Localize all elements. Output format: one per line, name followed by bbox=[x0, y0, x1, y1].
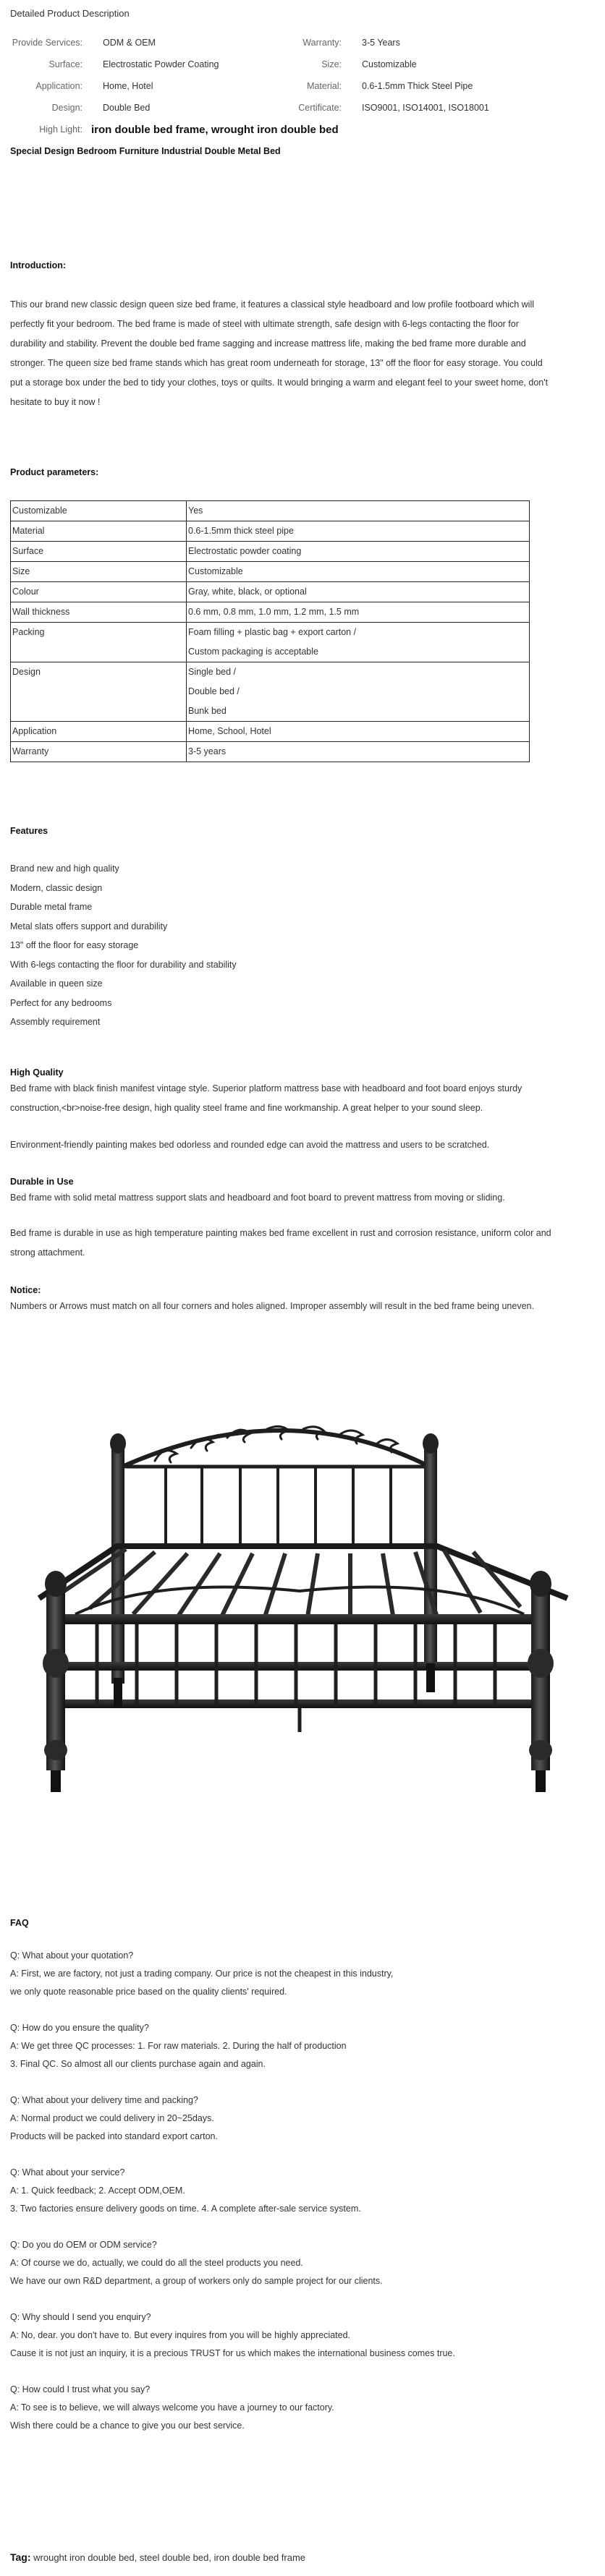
param-value-line: Single bed / bbox=[188, 667, 237, 677]
spec-row bbox=[10, 97, 489, 119]
highlight-link[interactable]: iron double bed frame bbox=[91, 123, 206, 136]
spec-row bbox=[10, 54, 489, 75]
spec-label: Warranty: bbox=[302, 38, 342, 48]
params-table bbox=[10, 500, 530, 762]
faq-item bbox=[10, 2019, 595, 2091]
feature-item: With 6-legs contacting the floor for durability and stability bbox=[10, 959, 237, 970]
params-row bbox=[11, 582, 530, 602]
tag-label: Tag: bbox=[10, 2551, 31, 2563]
param-value-line: 3-5 years bbox=[188, 746, 227, 756]
spec-row bbox=[10, 75, 489, 97]
intro-line: hesitate to buy it now ! bbox=[10, 397, 101, 407]
faq-question: Q: Why should I send you enquiry? bbox=[10, 2312, 151, 2322]
faq-item bbox=[10, 2308, 595, 2381]
section-title: Detailed Product Description bbox=[10, 8, 130, 19]
faq-question: Q: What about your quotation? bbox=[10, 1950, 134, 1961]
tag-link[interactable]: iron double bed frame bbox=[213, 2552, 306, 2563]
intro-line: This our brand new classic design queen size bed frame, it features a classical style headboard and low profile footboard which will bbox=[10, 299, 534, 310]
spec-label: Provide Services: bbox=[12, 38, 82, 48]
feature-item: Brand new and high quality bbox=[10, 863, 119, 874]
param-value-line: Double bed / bbox=[188, 686, 240, 696]
param-value bbox=[187, 562, 530, 582]
params-row bbox=[11, 501, 530, 521]
features-list bbox=[10, 859, 237, 1032]
param-value-line: Custom packaging is acceptable bbox=[188, 647, 318, 657]
faq-question: Q: What about your service? bbox=[10, 2167, 125, 2178]
faq-answer: A: Of course we do, actually, we could do all the steel products you need. bbox=[10, 2258, 303, 2268]
highlight-links bbox=[91, 119, 489, 140]
faq-answer: A: First, we are factory, not just a trading company. Our price is not the cheapest in this industry, bbox=[10, 1969, 394, 1979]
params-row bbox=[11, 742, 530, 762]
tag-link[interactable]: steel double bed bbox=[139, 2552, 209, 2563]
product-title: Special Design Bedroom Furniture Industrial Double Metal Bed bbox=[10, 146, 281, 156]
tag-separator: , bbox=[134, 2552, 138, 2563]
highlight-separator: , bbox=[205, 123, 208, 136]
quality-line: Bed frame with black finish manifest vintage style. Superior platform mattress base with headboard and foot board enjoys sturdy bbox=[10, 1083, 522, 1093]
param-value bbox=[187, 742, 530, 762]
param-name: Packing bbox=[11, 623, 187, 662]
feature-item: Metal slats offers support and durability bbox=[10, 921, 168, 931]
faq-question: Q: How could I trust what you say? bbox=[10, 2384, 151, 2394]
param-name: Application bbox=[11, 722, 187, 742]
highlight-label: High Light: bbox=[39, 124, 82, 135]
faq-answer: Wish there could be a chance to give you our best service. bbox=[10, 2421, 245, 2431]
spec-label: Size: bbox=[321, 59, 342, 69]
faq-heading: FAQ bbox=[10, 1918, 29, 1928]
param-value-line: Bunk bed bbox=[188, 706, 227, 716]
faq-list bbox=[10, 1947, 595, 2439]
product-photo bbox=[10, 1360, 595, 1880]
param-value bbox=[187, 542, 530, 562]
quality-heading: High Quality bbox=[10, 1067, 64, 1078]
faq-answer: A: 1. Quick feedback; 2. Accept ODM,OEM. bbox=[10, 2185, 185, 2196]
param-value-line: Electrostatic powder coating bbox=[188, 546, 302, 556]
notice-line: Numbers or Arrows must match on all four corners and holes aligned. Improper assembly will result in the bed frame being uneven. bbox=[10, 1301, 534, 1311]
spec-value: Double Bed bbox=[103, 103, 151, 113]
spec-value: ODM & OEM bbox=[103, 38, 156, 48]
faq-answer: 3. Final QC. So almost all our clients purchase again and again. bbox=[10, 2059, 266, 2069]
param-name: Colour bbox=[11, 582, 187, 602]
feature-item: Durable metal frame bbox=[10, 902, 93, 912]
faq-item bbox=[10, 2236, 595, 2308]
param-name: Design bbox=[11, 662, 187, 722]
durable-line: Bed frame with solid metal mattress support slats and headboard and foot board to prevent mattress from moving or sliding. bbox=[10, 1193, 505, 1203]
param-value bbox=[187, 722, 530, 742]
spec-row bbox=[10, 32, 489, 54]
faq-question: Q: How do you ensure the quality? bbox=[10, 2023, 149, 2033]
intro-line: stronger. The queen size bed frame stands which has great room underneath for storage, 13" off the floor for easy storage. You could bbox=[10, 358, 543, 368]
quality-line: construction,<br>noise-free design, high quality steel frame and fine workmanship. A great helper to your sound sleep. bbox=[10, 1103, 483, 1113]
param-value-line: 0.6-1.5mm thick steel pipe bbox=[188, 526, 294, 536]
params-row bbox=[11, 623, 530, 662]
param-value bbox=[187, 501, 530, 521]
faq-answer: A: Normal product we could delivery in 20~25days. bbox=[10, 2113, 214, 2123]
faq-answer: We have our own R&D department, a group of workers only do sample project for our clients. bbox=[10, 2276, 383, 2286]
intro-heading: Introduction: bbox=[10, 260, 67, 270]
spec-value: 3-5 Years bbox=[362, 38, 400, 48]
intro-line: durability and stability. Prevent the double bed frame sagging and increase mattress life, making the bed frame more durable and bbox=[10, 338, 526, 349]
feature-item: Available in queen size bbox=[10, 978, 103, 989]
param-value-line: 0.6 mm, 0.8 mm, 1.0 mm, 1.2 mm, 1.5 mm bbox=[188, 607, 360, 617]
param-value-line: Home, School, Hotel bbox=[188, 726, 271, 736]
faq-item bbox=[10, 2091, 595, 2164]
intro-paragraph bbox=[10, 295, 595, 412]
durable-paragraph-line: strong attachment. bbox=[10, 1248, 85, 1258]
product-description bbox=[10, 0, 595, 2563]
durable-paragraph bbox=[10, 1224, 595, 1263]
faq-item bbox=[10, 2164, 595, 2236]
feature-item: 13" off the floor for easy storage bbox=[10, 940, 139, 950]
faq-answer: Products will be packed into standard export carton. bbox=[10, 2131, 218, 2141]
param-value-line: Gray, white, black, or optional bbox=[188, 587, 307, 597]
feature-item: Modern, classic design bbox=[10, 882, 103, 893]
feature-item: Perfect for any bedrooms bbox=[10, 997, 112, 1008]
quality-paragraph bbox=[10, 1079, 595, 1118]
spec-value: Electrostatic Powder Coating bbox=[103, 59, 219, 69]
spec-value: 0.6-1.5mm Thick Steel Pipe bbox=[362, 81, 473, 91]
faq-question: Q: What about your delivery time and packing? bbox=[10, 2095, 198, 2105]
faq-answer: A: No, dear. you don't have to. But every inquires from you will be highly appreciated. bbox=[10, 2330, 351, 2340]
tag-link[interactable]: wrought iron double bed bbox=[33, 2552, 135, 2563]
spec-label: Material: bbox=[307, 81, 342, 91]
param-value-line: Yes bbox=[188, 506, 203, 516]
param-name: Customizable bbox=[11, 501, 187, 521]
param-name: Surface bbox=[11, 542, 187, 562]
spec-table bbox=[10, 32, 489, 140]
spec-value: ISO9001, ISO14001, ISO18001 bbox=[362, 103, 489, 113]
highlight-link[interactable]: wrought iron double bed bbox=[211, 123, 339, 136]
durable-paragraph-line: Bed frame is durable in use as high temperature painting makes bed frame excellent in rust and corrosion resistance, uniform color and bbox=[10, 1228, 551, 1238]
notice-heading: Notice: bbox=[10, 1285, 41, 1295]
quality-paragraph-2: Environment-friendly painting makes bed odorless and rounded edge can avoid the mattress and users to be scratched. bbox=[10, 1140, 490, 1150]
faq-answer: Cause it is not just an inquiry, it is a precious TRUST for us which makes the international business comes true. bbox=[10, 2348, 455, 2358]
spec-value: Customizable bbox=[362, 59, 417, 69]
faq-item bbox=[10, 2381, 595, 2439]
spec-label: Design: bbox=[51, 103, 82, 113]
faq-answer: 3. Two factories ensure delivery goods on time. 4. A complete after-sale service system. bbox=[10, 2204, 361, 2214]
params-row bbox=[11, 521, 530, 542]
faq-answer: A: To see is to believe, we will always welcome you have a journey to our factory. bbox=[10, 2402, 334, 2413]
param-name: Material bbox=[11, 521, 187, 542]
param-name: Wall thickness bbox=[11, 602, 187, 623]
param-value bbox=[187, 521, 530, 542]
tag-separator: , bbox=[208, 2552, 211, 2563]
param-value bbox=[187, 623, 530, 662]
faq-answer: we only quote reasonable price based on the quality clients' required. bbox=[10, 1987, 287, 1997]
intro-line: perfectly fit your bedroom. The bed frame is made of steel with ultimate strength, safe design with 6-legs contacting the floor for bbox=[10, 319, 519, 329]
params-row bbox=[11, 542, 530, 562]
intro-line: put a storage box under the bed to tidy your clothes, toys or quilts. It would bringing a warm and elegant feel to your sweet home, don't bbox=[10, 378, 549, 388]
params-row bbox=[11, 602, 530, 623]
faq-question: Q: Do you do OEM or ODM service? bbox=[10, 2240, 157, 2250]
param-value bbox=[187, 602, 530, 623]
param-name: Warranty bbox=[11, 742, 187, 762]
spec-value: Home, Hotel bbox=[103, 81, 153, 91]
features-heading: Features bbox=[10, 826, 48, 836]
tag-line bbox=[10, 2551, 305, 2563]
durable-heading: Durable in Use bbox=[10, 1177, 74, 1187]
param-name: Size bbox=[11, 562, 187, 582]
metal-bed-image bbox=[10, 1360, 595, 1880]
spec-label: Certificate: bbox=[298, 103, 342, 113]
param-value-line: Customizable bbox=[188, 566, 243, 576]
params-row bbox=[11, 562, 530, 582]
param-value-line: Foam filling + plastic bag + export carton / bbox=[188, 627, 357, 637]
highlight-row bbox=[10, 119, 489, 140]
params-row bbox=[11, 662, 530, 722]
params-heading: Product parameters: bbox=[10, 467, 99, 477]
feature-item: Assembly requirement bbox=[10, 1017, 101, 1027]
param-value bbox=[187, 582, 530, 602]
spec-label: Application: bbox=[35, 81, 82, 91]
faq-item bbox=[10, 1947, 595, 2019]
faq-answer: A: We get three QC processes: 1. For raw materials. 2. During the half of production bbox=[10, 2041, 347, 2051]
spec-label: Surface: bbox=[48, 59, 82, 69]
param-value bbox=[187, 662, 530, 722]
params-row bbox=[11, 722, 530, 742]
